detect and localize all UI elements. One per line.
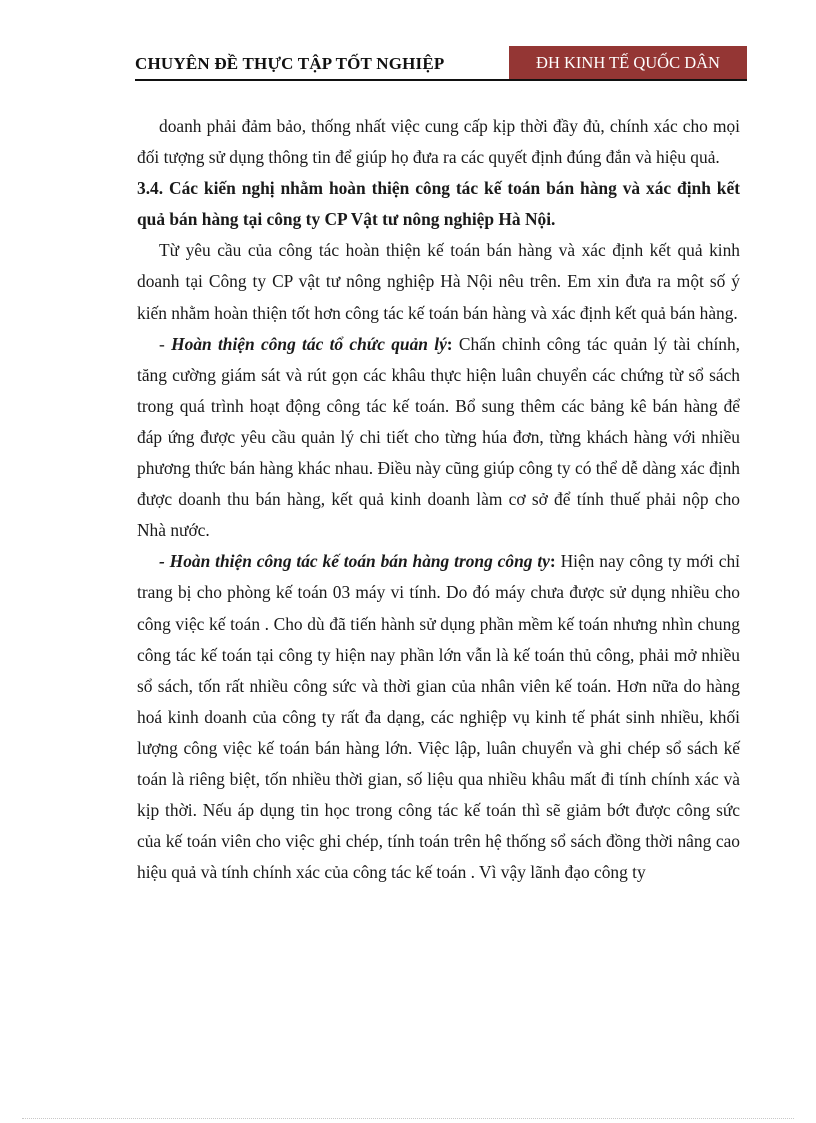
paragraph-requirements: Từ yêu cầu của công tác hoàn thiện kế toán bán hàng và xác định kết quả kinh doanh tại Công ty CP vật tư nông nghiệp Hà Nội nêu trên. Em xin đưa ra một số ý kiến nhằm hoàn thiện tốt hơn công tác kế toán bán hàng và xác định kết quả bán hàng. bbox=[137, 240, 740, 323]
page-header bbox=[135, 46, 747, 80]
footer-divider bbox=[22, 1118, 794, 1119]
colon-marker: : bbox=[446, 333, 459, 354]
paragraph-management bbox=[137, 329, 740, 547]
management-lead: Hoàn thiện công tác tổ chức quản lý bbox=[171, 333, 447, 354]
paragraph-sales-accounting bbox=[137, 546, 740, 888]
colon-marker: : bbox=[549, 551, 561, 572]
document-body bbox=[137, 111, 740, 888]
sales-accounting-lead: - Hoàn thiện công tác kế toán bán hàng trong công ty bbox=[159, 551, 550, 572]
management-body: Chấn chỉnh công tác quản lý tài chính, tăng cường giám sát và rút gọn các khâu thực hiện luân chuyển các chứng từ sổ sách trong quá trình hoạt động công tác kế toán. Bổ sung thêm các bảng kê bán hàng để đáp ứng được yêu cầu quản lý chi tiết cho từng húa đơn, từng khách hàng với nhiều phương thức bán hàng khác nhau. Điều này cũng giúp công ty có thể dễ dàng xác định được doanh thu bán hàng, kết quả kinh doanh làm cơ sở để tính thuế phải nộp cho Nhà nước. bbox=[137, 333, 741, 541]
sales-accounting-body: Hiện nay công ty mới chỉ trang bị cho phòng kế toán 03 máy vi tính. Do đó máy chưa được sử dụng nhiều cho công việc kế toán . Cho dù đã tiến hành sử dụng phần mềm kế toán nhưng nhìn chung công tác kế toán tại công ty hiện nay phần lớn vẫn là kế toán thủ công, phải mở nhiều sổ sách, tốn rất nhiều công sức và thời gian của nhân viên kế toán. Hơn nữa do hàng hoá kinh doanh của công ty rất đa dạng, các nghiệp vụ kinh tế phát sinh nhiều, khối lượng công việc kế toán bán hàng lớn. Việc lập, luân chuyển và ghi chép sổ sách kế toán là riêng biệt, tốn nhiều thời gian, số liệu qua nhiều khâu mất đi tính chính xác và kịp thời. Nếu áp dụng tin học trong công tác kế toán thì sẽ giảm bớt được công sức của kế toán viên cho việc ghi chép, tính toán trên hệ thống sổ sách đồng thời nâng cao hiệu quả và tính chính xác của công tác kế toán . Vì vậy lãnh đạo công ty bbox=[137, 551, 740, 883]
header-divider bbox=[135, 79, 747, 81]
section-heading: 3.4. Các kiến nghị nhằm hoàn thiện công tác kế toán bán hàng và xác định kết quả bán hàng tại công ty CP Vật tư nông nghiệp Hà Nội. bbox=[137, 178, 740, 230]
report-title: CHUYÊN ĐỀ THỰC TẬP TỐT NGHIỆP bbox=[135, 54, 445, 73]
dash-marker: - bbox=[159, 333, 172, 354]
university-badge: ĐH KINH TẾ QUỐC DÂN bbox=[509, 46, 747, 79]
paragraph-intro: doanh phải đảm bảo, thống nhất việc cung cấp kịp thời đầy đủ, chính xác cho mọi đối tượng sử dụng thông tin để giúp họ đưa ra các quyết định đúng đắn và hiệu quả. bbox=[137, 116, 740, 168]
